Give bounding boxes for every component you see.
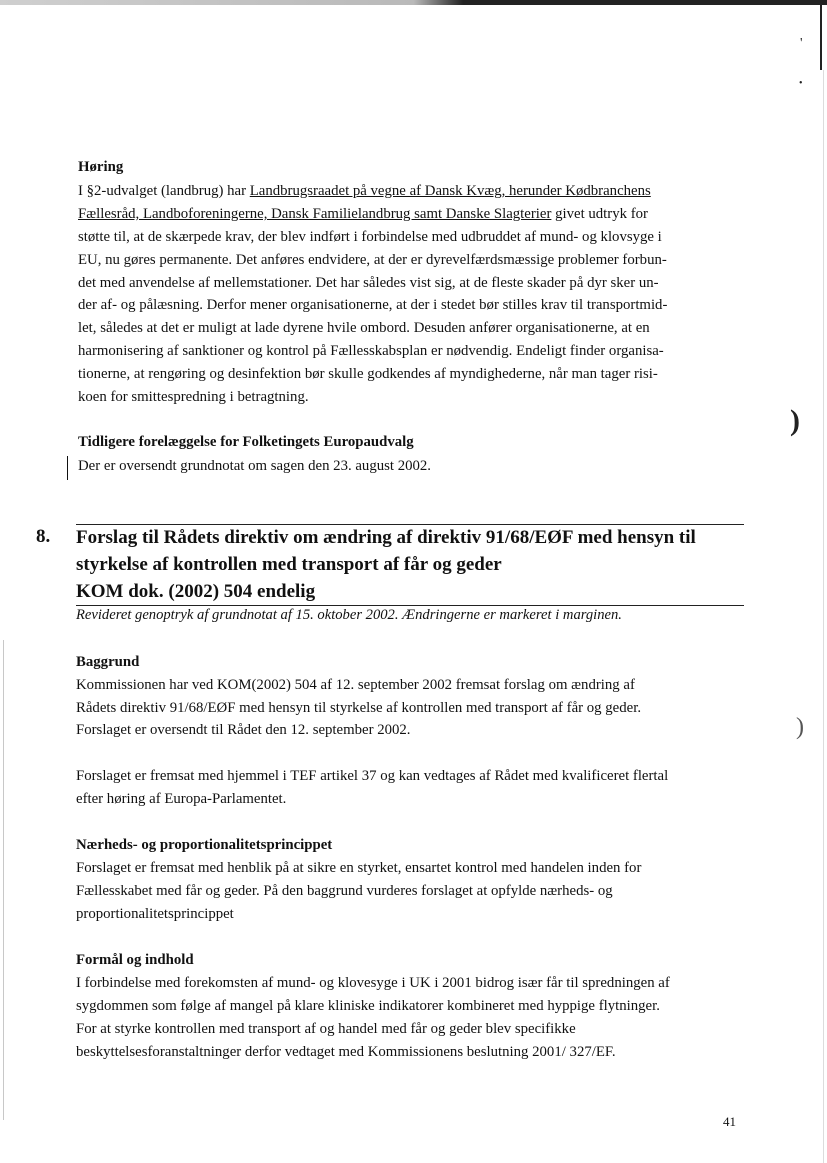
paragraph-line: Forslaget er oversendt til Rådet den 12. september 2002. (76, 722, 411, 738)
paragraph-line: det med anvendelse af mellemstationer. Det har således vist sig, at de fleste skader på dyr sker un- (78, 275, 659, 291)
paragraph-line: tionerne, at rengøring og desinfektion bør skulle godkendes af myndighederne, når man tager risi- (78, 366, 658, 382)
paragraph-line: beskyttelsesforanstaltninger derfor vedtaget med Kommissionens beslutning 2001/ 327/EF. (76, 1044, 616, 1060)
paragraph-line: efter høring af Europa-Parlamentet. (76, 791, 287, 807)
page-number: 41 (723, 1114, 736, 1129)
paragraph-line: Fællesskabet med får og geder. På den baggrund vurderes forslaget at opfylde nærheds- og (76, 883, 613, 899)
paragraph-line: I forbindelse med forekomsten af mund- og klovesyge i UK i 2001 bidrog især får til spredningen af (76, 975, 670, 991)
paragraph-line: Forslaget er fremsat med hjemmel i TEF artikel 37 og kan vedtages af Rådet med kvalificeret flertal (76, 768, 669, 784)
binder-hole-mark: ) (790, 404, 800, 437)
revised-note: Revideret genoptryk af grundnotat af 15. oktober 2002. Ændringerne er markeret i marginen. (76, 607, 622, 623)
paragraph-line: der af- og pålæsning. Derfor mener organisationerne, at der i stedet bør stilles krav til transportmid- (78, 297, 668, 313)
section-title-line: Forslag til Rådets direktiv om ændring af direktiv 91/68/EØF med hensyn til (76, 527, 696, 548)
change-marker-bar (67, 456, 68, 480)
scan-top-border (0, 0, 827, 5)
section-title-line: styrkelse af kontrollen med transport af får og geder (76, 554, 502, 575)
paragraph-line: Kommissionen har ved KOM(2002) 504 af 12. september 2002 fremsat forslag om ændring af (76, 677, 635, 693)
paragraph-line: Der er oversendt grundnotat om sagen den 23. august 2002. (78, 458, 431, 474)
paragraph-line: harmonisering af sanktioner og kontrol på Fællesskabsplan er nødvendig. Endeligt finder organisa- (78, 343, 664, 359)
section-heading-formaal: Formål og indhold (76, 952, 194, 968)
section-title (76, 524, 746, 605)
scan-speck: ' (800, 36, 803, 51)
paragraph-line: For at styrke kontrollen med transport af og handel med får og geder blev specifikke (76, 1021, 576, 1037)
paragraph-line: I §2-udvalget (landbrug) har Landbrugsraadet på vegne af Dansk Kvæg, herunder Kødbranchens (78, 183, 651, 199)
section-heading-tidligere: Tidligere forelæggelse for Folketingets Europaudvalg (78, 434, 414, 450)
paragraph-line: sygdommen som følge af mangel på klare kliniske indikatorer kombineret med hyppige flytninger. (76, 998, 660, 1014)
paragraph-line: støtte til, at de skærpede krav, der blev indført i forbindelse med udbruddet af mund- og klovsyge i (78, 229, 662, 245)
section-heading-hoering: Høring (78, 159, 124, 175)
paragraph-line: Rådets direktiv 91/68/EØF med hensyn til styrkelse af kontrollen med transport af får og geder. (76, 700, 642, 716)
scan-right-border (820, 0, 822, 70)
section-title-line: KOM dok. (2002) 504 endelig (76, 581, 316, 602)
binder-hole-mark: ) (796, 714, 804, 740)
scan-right-edge (823, 70, 824, 1163)
paragraph-line: EU, nu gøres permanente. Det anføres endvidere, at der er dyrevelfærdsmæssige problemer forbun- (78, 252, 667, 268)
scan-left-edge (3, 640, 4, 1120)
section-number: 8. (36, 526, 51, 547)
paragraph-line: Forslaget er fremsat med henblik på at sikre en styrket, ensartet kontrol med handelen inden for (76, 860, 642, 876)
paragraph-line: koen for smittespredning i betragtning. (78, 389, 309, 405)
paragraph-line: proportionalitetsprincippet (76, 906, 234, 922)
section-heading-baggrund: Baggrund (76, 654, 140, 670)
scan-speck: • (799, 78, 803, 89)
paragraph-line: Fællesråd, Landboforeningerne, Dansk Familielandbrug samt Danske Slagterier givet udtryk for (78, 206, 648, 222)
section-rule-bottom (76, 605, 744, 606)
section-heading-naerhed: Nærheds- og proportionalitetsprincippet (76, 837, 333, 853)
paragraph-line: let, således at det er muligt at lade dyrene hvile ombord. Desuden anfører organisationerne, at en (78, 320, 650, 336)
